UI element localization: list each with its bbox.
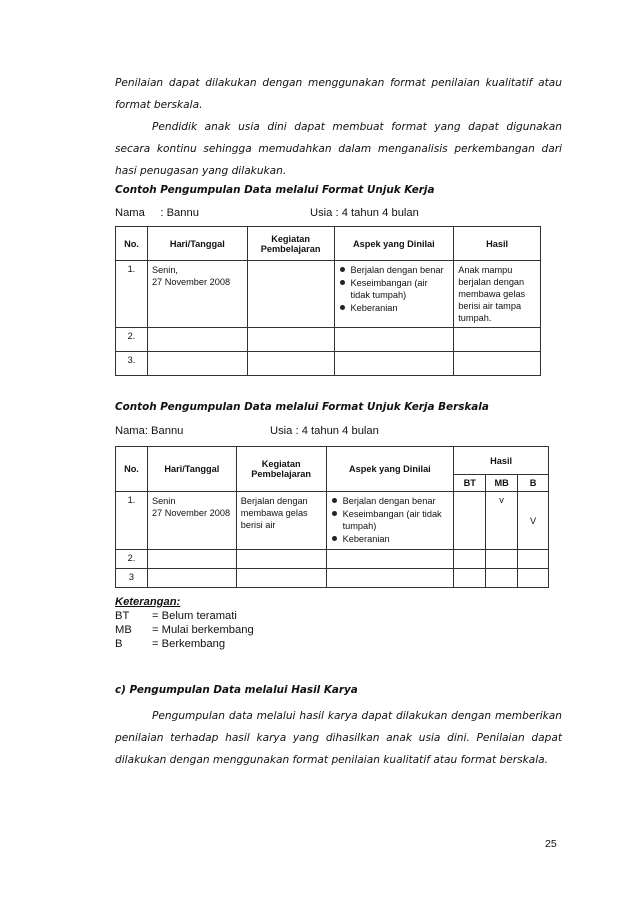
cell-hasil: Anak mampu berjalan dengan membawa gelas berisi air tampa tumpah. [454, 261, 541, 328]
cell-hari-day: Senin [151, 496, 176, 506]
cell-hari-day: Senin, [151, 265, 178, 275]
aspek-list [339, 264, 450, 314]
col-header-hasil: Hasil [454, 447, 549, 475]
col-header-hari: Hari/Tanggal [147, 447, 236, 492]
unjuk-kerja-berskala-table [115, 446, 549, 588]
col-header-bt: BT [454, 475, 486, 492]
aspek-list [331, 495, 450, 545]
col-header-aspek: Aspek yang Dinilai [326, 447, 454, 492]
keterangan-item [115, 637, 254, 651]
table-row [116, 550, 549, 569]
keterangan-item [115, 609, 254, 623]
cell-no: 1. [116, 492, 148, 550]
table-row [116, 492, 549, 550]
list-item: Keberanian [351, 302, 450, 314]
cell-kegiatan: Berjalan dengan membawa gelas berisi air [236, 492, 326, 550]
section1-title: Contoh Pengumpulan Data melalui Format Unjuk Kerja [115, 184, 435, 196]
cell-b: V [518, 492, 549, 550]
unjuk-kerja-table [115, 226, 541, 376]
keterangan-value: = Belum teramati [152, 610, 237, 622]
keterangan-value: = Mulai berkembang [152, 624, 254, 636]
table-row [116, 328, 541, 352]
section1-usia: Usia : 4 tahun 4 bulan [310, 207, 419, 219]
keterangan-key: B [115, 638, 123, 650]
cell-hari [147, 261, 247, 328]
keterangan-key: BT [115, 610, 130, 622]
col-header-kegiatan: Kegiatan Pembelajaran [236, 447, 326, 492]
cell-mb: v [486, 492, 518, 550]
keterangan-value: = Berkembang [152, 638, 226, 650]
table-row [116, 261, 541, 328]
section2-usia: Usia : 4 tahun 4 bulan [270, 425, 379, 437]
col-header-no: No. [116, 227, 148, 261]
col-header-mb: MB [486, 475, 518, 492]
cell-no: 1. [116, 261, 148, 328]
cell-no: 3. [116, 352, 148, 376]
keterangan-block [115, 595, 254, 651]
cell-no: 2. [116, 550, 148, 569]
col-header-hari: Hari/Tanggal [147, 227, 247, 261]
keterangan-title: Keterangan: [115, 596, 181, 608]
intro-paragraph-1: Penilaian dapat dilakukan dengan menggunakan format penilaian kualitatif atau format berskala. [115, 77, 562, 111]
cell-bt [454, 492, 486, 550]
section3-paragraph: Pengumpulan data melalui hasil karya dapat dilakukan dengan memberikan penilaian terhadap hasil karya yang dihasilkan anak usia dini. Penilaian dapat dilakukan dengan menggunakan format penilaian kualitatif atau format berskala. [115, 710, 562, 766]
cell-aspek [326, 492, 454, 550]
cell-no: 3 [116, 569, 148, 588]
cell-kegiatan [247, 261, 334, 328]
cell-hari-date: 27 November 2008 [151, 277, 231, 287]
section2-nama: Nama: Bannu [115, 425, 184, 437]
table-row [116, 352, 541, 376]
table-header-row [116, 227, 541, 261]
keterangan-key: MB [115, 624, 132, 636]
col-header-kegiatan: Kegiatan Pembelajaran [247, 227, 334, 261]
col-header-hasil: Hasil [454, 227, 541, 261]
page-number: 25 [545, 838, 557, 850]
col-header-b: B [518, 475, 549, 492]
col-header-no: No. [116, 447, 148, 492]
cell-no: 2. [116, 328, 148, 352]
keterangan-item [115, 623, 254, 637]
section1-nama: Nama : Bannu [115, 207, 199, 219]
col-header-aspek: Aspek yang Dinilai [334, 227, 454, 261]
list-item: Keseimbangan (air tidak tumpah) [343, 508, 450, 532]
cell-aspek [334, 261, 454, 328]
cell-hari-date: 27 November 2008 [151, 508, 231, 518]
table-header-row [116, 447, 549, 475]
table-row [116, 569, 549, 588]
section3-title: c) Pengumpulan Data melalui Hasil Karya [115, 684, 358, 696]
list-item: Keseimbangan (air tidak tumpah) [351, 277, 450, 301]
list-item: Berjalan dengan benar [343, 495, 450, 507]
intro-paragraph-2: Pendidik anak usia dini dapat membuat format yang dapat digunakan secara kontinu sehingga memudahkan dalam menganalisis perkembangan dari hasi penugasan yang dilakukan. [115, 121, 562, 177]
list-item: Keberanian [343, 533, 450, 545]
section2-title: Contoh Pengumpulan Data melalui Format Unjuk Kerja Berskala [115, 401, 489, 413]
list-item: Berjalan dengan benar [351, 264, 450, 276]
cell-hari [147, 492, 236, 550]
